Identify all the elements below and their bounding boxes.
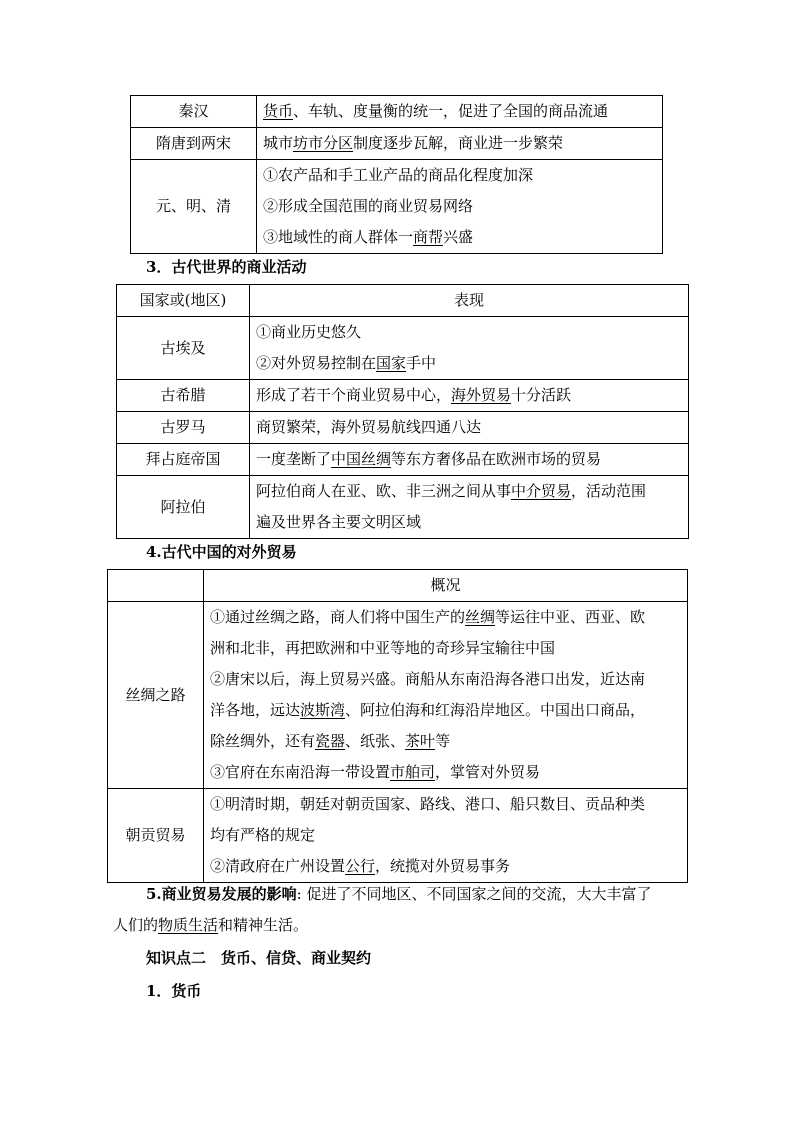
cell-text: 制度逐步瓦解，商业进一步繁荣 — [353, 134, 564, 152]
table-row — [117, 380, 689, 412]
period-label: 隋唐到两宋 — [155, 134, 231, 152]
cell-text: ③地域性的商人群体一 — [263, 228, 414, 246]
content-cell — [257, 160, 663, 254]
table-row — [108, 602, 688, 789]
column-header — [108, 570, 204, 602]
table-china-commerce — [130, 95, 663, 254]
keyword: 瓷器 — [315, 732, 346, 750]
content-cell — [250, 380, 689, 412]
period-cell — [131, 128, 257, 160]
column-header: 概况 — [204, 570, 688, 602]
period-cell — [131, 160, 257, 254]
table-row — [131, 160, 663, 254]
keyword: 丝绸 — [465, 608, 496, 626]
keyword: 市舶司 — [390, 763, 436, 781]
text-line — [210, 726, 683, 757]
cell-text: 等运往中亚、西亚、欧 — [495, 608, 646, 626]
cell-text: 一度垄断了 — [256, 450, 332, 468]
cell-text: ，掌管对外贸易 — [435, 763, 541, 781]
text-line: ②唐宋以后，海上贸易兴盛。商船从东南沿海各港口出发，近达南 — [210, 670, 646, 688]
table-row — [108, 789, 688, 883]
text-line — [210, 695, 683, 726]
cell-text: 、纸张、 — [345, 732, 406, 750]
cell-text: 手中 — [406, 354, 437, 372]
paragraph-text: 和精神生活。 — [218, 916, 309, 934]
cell-text: ②清政府在广州设置 — [210, 857, 346, 875]
table-row — [131, 96, 663, 128]
cell-text: ①通过丝绸之路，商人们将中国生产的 — [210, 608, 466, 626]
table-row — [131, 128, 663, 160]
impact-paragraph-line1 — [146, 879, 652, 910]
list-item: ②形成全国范围的商业贸易网络 — [263, 197, 474, 215]
keyword: 中国丝绸 — [331, 450, 392, 468]
table-header-row — [117, 285, 689, 317]
content-cell — [204, 602, 688, 789]
period-label: 秦汉 — [178, 102, 209, 120]
impact-paragraph-line2 — [113, 910, 308, 941]
period-label: 元、明、清 — [155, 197, 231, 215]
keyword: 物质生活 — [158, 916, 219, 934]
table-row — [117, 412, 689, 444]
table-row — [117, 444, 689, 476]
country-cell: 古埃及 — [117, 317, 250, 380]
cell-text: 除丝绸外，还有 — [210, 732, 316, 750]
keyword: 海外贸易 — [451, 386, 512, 404]
impact-heading: 5.商业贸易发展的影响 — [146, 885, 297, 903]
content-cell — [250, 317, 689, 380]
route-cell: 丝绸之路 — [108, 602, 204, 789]
cell-text: ③官府在东南沿海一带设置 — [210, 763, 391, 781]
list-item — [256, 348, 684, 379]
keyword: 公行 — [345, 857, 376, 875]
route-cell: 朝贡贸易 — [108, 789, 204, 883]
content-cell — [257, 128, 663, 160]
cell-text: 、车轨、度量衡的统一，促进了全国的商品流通 — [293, 102, 609, 120]
content-cell: 商贸繁荣，海外贸易航线四通八达 — [250, 412, 689, 444]
text-line: 洲和北非，再把欧洲和中亚等地的奇珍异宝输往中国 — [210, 639, 556, 657]
table-header-row — [108, 570, 688, 602]
list-item: 遍及世界各主要文明区域 — [256, 513, 422, 531]
cell-text: 洋各地，远达 — [210, 701, 301, 719]
text-line: 均有严格的规定 — [210, 826, 316, 844]
list-item — [256, 476, 684, 507]
paragraph-text: : 促进了不同地区、不同国家之间的交流，大大丰富了 — [296, 885, 652, 903]
content-cell — [250, 444, 689, 476]
cell-text: 、阿拉伯海和红海沿岸地区。中国出口商品， — [345, 701, 646, 719]
country-cell: 阿拉伯 — [117, 476, 250, 539]
cell-text: ，活动范围 — [571, 482, 647, 500]
content-cell — [204, 789, 688, 883]
table-row — [117, 476, 689, 539]
money-heading: 1．货币 — [146, 982, 202, 1000]
country-cell: 拜占庭帝国 — [117, 444, 250, 476]
cell-text: ，统揽对外贸易事务 — [375, 857, 511, 875]
content-cell — [250, 476, 689, 539]
cell-text: 形成了若干个商业贸易中心， — [256, 386, 452, 404]
keyword: 波斯湾 — [300, 701, 346, 719]
content-cell — [257, 96, 663, 128]
cell-text: 等 — [435, 732, 451, 750]
paragraph-text: 人们的 — [113, 916, 159, 934]
text-line — [210, 757, 683, 788]
keyword: 茶叶 — [405, 732, 436, 750]
text-line: ①明清时期，朝廷对朝贡国家、路线、港口、船只数目、贡品种类 — [210, 795, 646, 813]
keyword: 中介贸易 — [511, 482, 572, 500]
text-line — [210, 851, 683, 882]
cell-text: 阿拉伯商人在亚、欧、非三洲之间从事 — [256, 482, 512, 500]
column-header: 表现 — [250, 285, 689, 317]
list-item: ①农产品和手工业产品的商品化程度加深 — [263, 166, 534, 184]
period-cell — [131, 96, 257, 128]
column-header: 国家或(地区) — [117, 285, 250, 317]
table-world-commerce — [116, 284, 689, 539]
cell-text: ②对外贸易控制在 — [256, 354, 377, 372]
text-line — [210, 602, 683, 633]
country-cell: 古希腊 — [117, 380, 250, 412]
list-item: ①商业历史悠久 — [256, 323, 362, 341]
list-item — [263, 222, 658, 253]
table-china-foreign-trade — [107, 569, 688, 883]
cell-text: 城市 — [263, 134, 294, 152]
keyword: 货币 — [263, 102, 294, 120]
section-heading-china-trade: 4.古代中国的对外贸易 — [146, 543, 297, 561]
section-heading-world-commerce: 3．古代世界的商业活动 — [146, 258, 307, 276]
keyword: 商帮 — [413, 228, 444, 246]
keyword: 坊市分区 — [293, 134, 354, 152]
knowledge-point-heading: 知识点二 货币、信贷、商业契约 — [146, 949, 372, 967]
keyword: 国家 — [376, 354, 407, 372]
country-cell: 古罗马 — [117, 412, 250, 444]
table-row — [117, 317, 689, 380]
cell-text: 十分活跃 — [511, 386, 572, 404]
cell-text: 等东方奢侈品在欧洲市场的贸易 — [391, 450, 602, 468]
cell-text: 兴盛 — [443, 228, 474, 246]
